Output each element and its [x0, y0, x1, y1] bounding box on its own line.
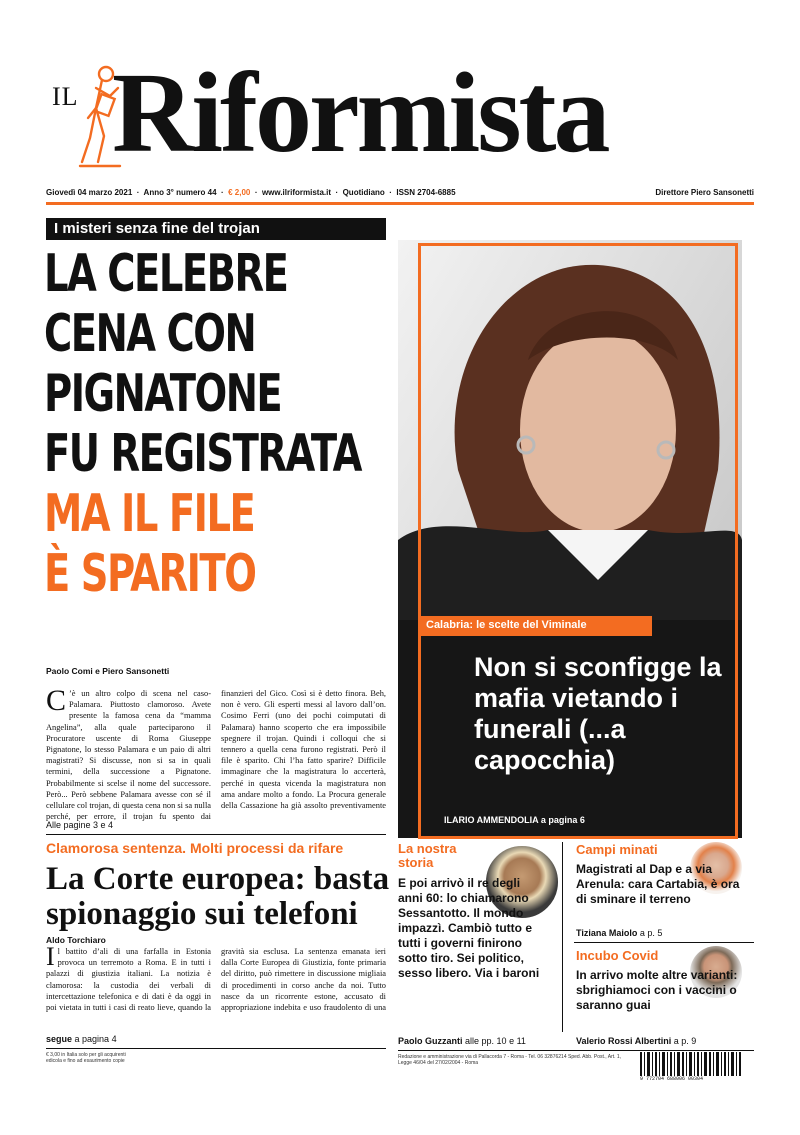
second-kicker: Clamorosa sentenza. Molti processi da rifare [46, 840, 344, 856]
main-body [46, 688, 386, 824]
smallprint-left: € 3,00 in Italia solo per gli acquirenti edicola e fino ad esaurimento copie [46, 1052, 126, 1064]
headline-line: CENA CON [44, 304, 256, 364]
second-page-ref [46, 1034, 117, 1044]
dropcap: I [46, 946, 55, 971]
sep: · [136, 188, 140, 197]
sep: · [389, 188, 392, 197]
headline-line: FU REGISTRATA [44, 424, 361, 484]
right-kicker-2: Incubo Covid [576, 948, 659, 963]
smallprint-right: Redazione e amministrazione via di Pallacorda 7 - Roma - Tel. 06 32876214 Sped. Abb. Post., Art. 1, Legge 46/04 del 27/02/2004 - Roma [398, 1054, 622, 1066]
column-divider [562, 842, 563, 1032]
middle-body: E poi arrivò il re degli anni 60: lo chiamarono Sessantotto. Il mondo impazzì. Cambiò tutto e tutti i governi finirono sotto tiro. Sei politico, sesso libero. Via i baroni [398, 876, 540, 980]
photo-kicker: Calabria: le scelte del Viminale [418, 616, 652, 636]
issue: Anno 3° numero 44 [143, 188, 217, 197]
photo-headline: Non si sconfigge la mafia vietando i funerali (...a capocchia) [474, 652, 722, 775]
price: € 2,00 [228, 188, 251, 197]
main-page-ref: Alle pagine 3 e 4 [46, 820, 114, 830]
date: Giovedì 04 marzo 2021 [46, 188, 133, 197]
ref-text: alle pp. 10 e 11 [465, 1036, 526, 1046]
ref-text: a p. 9 [673, 1036, 697, 1046]
sep: · [254, 188, 258, 197]
barcode-number [640, 1076, 703, 1082]
headline-line-orange: È SPARITO [44, 544, 256, 604]
website: www.ilriformista.it [261, 188, 331, 197]
masthead-il: IL [52, 82, 79, 111]
section-rule [46, 834, 386, 835]
dateline [46, 188, 456, 197]
footer-rule [398, 1050, 754, 1051]
ref-text: a pagina 4 [74, 1034, 117, 1044]
author: Paolo Guzzanti [398, 1036, 463, 1046]
right-page-ref-1 [576, 928, 662, 938]
footer-rule [46, 1048, 386, 1049]
author: Valerio Rossi Albertini [576, 1036, 672, 1046]
ref-text: a p. 5 [639, 928, 663, 938]
right-body-2: In arrivo molte altre varianti: sbrighiamoci con i vaccini o saranno guai [576, 968, 738, 1012]
main-body-text: ’è un altro colpo di scena nel caso-Palamara. Piuttosto clamoroso. Avete presente la famosa cena da “mamma Angelina”, alla quale parteciparono il Procuratore uscente di Roma Giuseppe Pignatone, lo stesso Palamara e un paio di altri magistrati? Si discusse, non si sa in quali termini, della successione a Pignatone. Probabilmente si scelse il nome del successore. Però... Però sebbene Palamara avesse con sé il cellulare col trojan, di questa cena non si sa nulla perché, per errore, il trojan fu spento dai finanzieri del Gico. Così si è detto finora. Beh, non è vero. Gli esperti messi al lavoro dall’on. Cosimo Ferri (uno dei pochi coimputati di Palamara) hanno scoperto che era impossibile spegnere il trojan. Quindi i colloqui che si tennero a quella cena furono registrati. Però il file è sparito. Chi l’ha fatto sparire? Difficile immaginare che la magistratura lo accerterà, perché in questa vicenda la magistratura non ama andare molto a fondo. La Procura generale della Cassazione ha già assolto preventivamente [46, 689, 386, 822]
headline-line: LA CELEBRE [44, 244, 288, 304]
second-body-text: l battito d’ali di una farfalla in Estonia provoca un terremoto a Roma. E in tutti i palazzi di giustizia italiani. La notizia è clamorosa: la custodia dei verbali di intercettazione telefonica e di dati è da oggi in poi vietata in tutti i casi di reato lieve, quando la gravità sia esclusa. La sentenza emanata ieri dalla Corte Europea di Giustizia, fonte primaria del diritto, può rimettere in discussione migliaia di procedimenti in corso anche da noi. Tutto nasce da un ricorrente estone, accusato di appropriazione indebita e uso fraudolento di una [46, 947, 386, 1013]
barcode-top: 00304 [688, 1076, 704, 1082]
sep: · [335, 188, 339, 197]
second-body [46, 946, 386, 1024]
masthead-rule [46, 202, 754, 205]
right-page-ref-2 [576, 1036, 696, 1046]
middle-page-ref [398, 1036, 526, 1046]
second-headline: La Corte europea: basta spionaggio sui telefoni [46, 861, 390, 932]
right-rule [574, 942, 754, 943]
dropcap: C [46, 688, 67, 717]
issn: ISSN 2704-6885 [396, 188, 456, 197]
main-kicker: I misteri senza fine del trojan [46, 218, 386, 240]
barcode-digits: 9 772704 688006 [640, 1076, 686, 1082]
headline-line-orange: MA IL FILE [44, 484, 255, 544]
barcode-icon [640, 1052, 744, 1076]
main-byline: Paolo Comi e Piero Sansonetti [46, 666, 170, 676]
photo-credit: ILARIO AMMENDOLIA a pagina 6 [444, 815, 585, 825]
masthead-title: Riformista [112, 49, 608, 176]
frequency: Quotidiano [342, 188, 385, 197]
second-byline: Aldo Torchiaro [46, 935, 106, 945]
right-body-1: Magistrati al Dap e a via Arenula: cara Cartabia, è ora di sminare il terreno [576, 862, 740, 906]
middle-kicker: La nostra storia [398, 841, 457, 870]
right-kicker-1: Campi minati [576, 842, 658, 857]
director: Direttore Piero Sansonetti [655, 188, 754, 197]
ref-bold: segue [46, 1034, 73, 1044]
headline-line: PIGNATONE [44, 364, 282, 424]
sep: · [221, 188, 224, 197]
author: Tiziana Maiolo [576, 928, 638, 938]
